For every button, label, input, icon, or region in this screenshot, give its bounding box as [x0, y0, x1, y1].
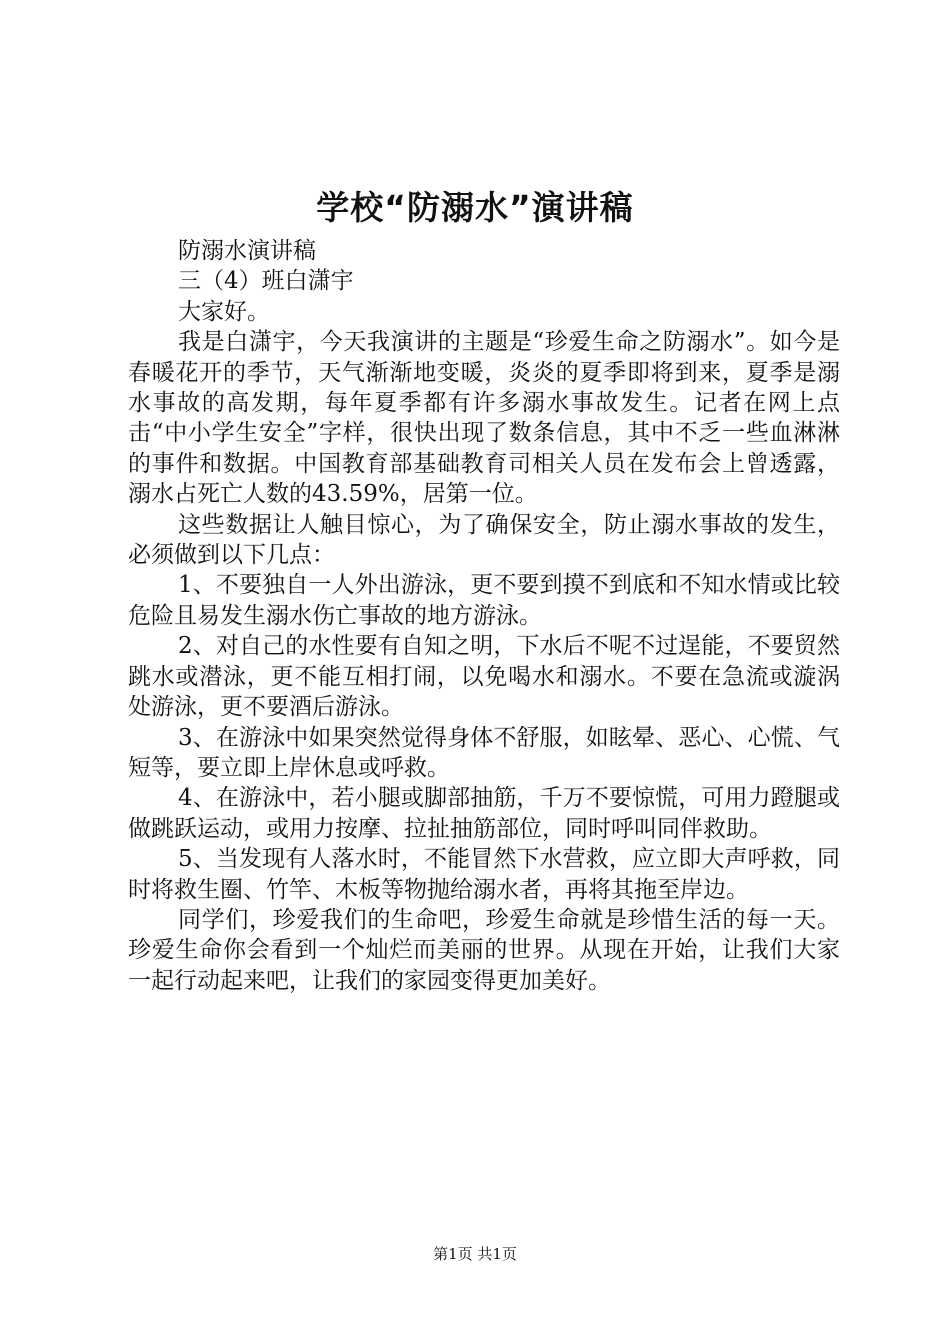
page-footer: 第1页 共1页	[433, 1245, 517, 1263]
paragraph-point-2: 2、对自己的水性要有自知之明，下水后不呢不过逞能，不要贸然跳水或潜泳，更不能互相打闹，以免喝水和溺水。不要在急流或漩涡处游泳，更不要酒后游泳。	[128, 633, 840, 721]
document-title: 学校“防溺水”演讲稿	[316, 188, 634, 227]
paragraph-point-1: 1、不要独自一人外出游泳，更不要到摸不到底和不知水情或比较危险且易发生溺水伤亡事故的地方游泳。	[128, 572, 840, 629]
paragraph-conclusion: 同学们，珍爱我们的生命吧，珍爱生命就是珍惜生活的每一天。珍爱生命你会看到一个灿烂而美丽的世界。从现在开始，让我们大家一起行动起来吧，让我们的家园变得更加美好。	[128, 906, 840, 994]
paragraph-subtitle: 防溺水演讲稿	[178, 238, 316, 264]
paragraph-point-5: 5、当发现有人落水时，不能冒然下水营救，应立即大声呼救，同时将救生圈、竹竿、木板等物抛给溺水者，再将其拖至岸边。	[128, 846, 840, 903]
paragraph-point-4: 4、在游泳中，若小腿或脚部抽筋，千万不要惊慌，可用力蹬腿或做跳跃运动，或用力按摩、拉扯抽筋部位，同时呼叫同伴救助。	[128, 785, 840, 842]
paragraph-transition: 这些数据让人触目惊心，为了确保安全，防止溺水事故的发生，必须做到以下几点：	[128, 511, 840, 569]
paragraph-intro: 我是白潇宇，今天我演讲的主题是“珍爱生命之防溺水”。如今是春暖花开的季节，天气渐渐地变暖，炎炎的夏季即将到来，夏季是溺水事故的高发期，每年夏季都有许多溺水事故发生。记者在网上点击“中小学生安全”字样，很快出现了数条信息，其中不乏一些血淋淋的事件和数据。中国教育部基础教育司相关人员在发布会上曾透露，溺水占死亡人数的43.59%，居第一位。	[128, 329, 840, 508]
document-body	[128, 236, 840, 996]
paragraph-greeting: 大家好。	[178, 298, 270, 325]
paragraph-author: 三（4）班白潇宇	[178, 268, 354, 295]
paragraph-point-3: 3、在游泳中如果突然觉得身体不舒服，如眩晕、恶心、心慌、气短等，要立即上岸休息或呼救。	[128, 724, 840, 781]
